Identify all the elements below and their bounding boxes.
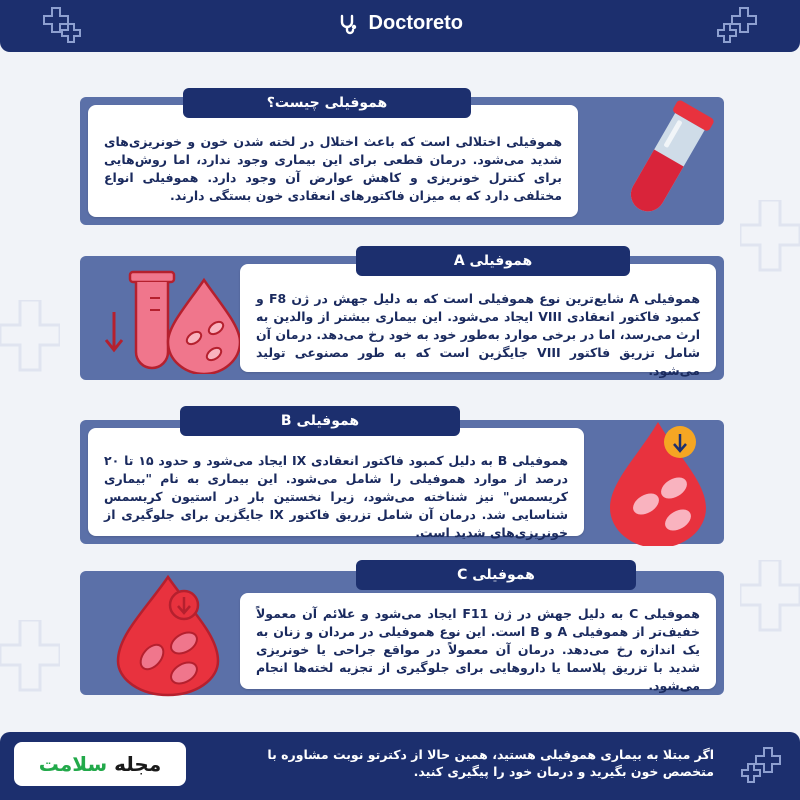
health-magazine-badge[interactable]	[14, 742, 186, 786]
section-title: هموفیلی C	[356, 560, 636, 590]
section-title: هموفیلی A	[356, 246, 630, 276]
blood-test-tube-icon	[586, 95, 726, 227]
stethoscope-icon	[337, 13, 359, 35]
section-title: هموفیلی B	[180, 406, 460, 436]
section-body: هموفیلی B به دلیل کمبود فاکتور انعقادی IX ایجاد می‌شود و حدود ۱۵ تا ۲۰ درصد از موارد هموفیلی را شامل می‌شود. این بیماری به نام "بیماری کریسمس" نیز شناخته می‌شود، زیرا نخستین بار در استیون کریسمس شناسایی شد. درمان آن شامل تزریق فاکتور IX جایگزین برای جلوگیری از خونریزی‌های شدید است.	[104, 453, 569, 540]
section-title: هموفیلی چیست؟	[183, 88, 471, 118]
blood-drop-cells-icon	[588, 412, 722, 546]
medical-cross-icon	[740, 560, 800, 640]
footer-cta-text: اگر مبتلا به بیماری هموفیلی هستید، همین حالا از دکترتو نوبت مشاوره با متخصص خون بگیرید و درمان خود را پیگیری کنید.	[267, 747, 714, 779]
section-body: هموفیلی اختلالی است که باعث اختلال در لخته شدن خون و خونریزی‌های شدید می‌شود. درمان قطعی برای این بیماری وجود ندارد، اما روش‌هایی برای کنترل خونریزی و کاهش عوارض آن وجود دارد. هموفیلی انواع مختلفی دارد که به میزان فاکتورهای انعقادی خون بستگی دارند.	[104, 134, 562, 203]
blood-drop-cells-icon	[100, 569, 238, 697]
medical-cross-icon	[740, 200, 800, 280]
badge-word-2: سلامت	[38, 752, 108, 776]
medical-cross-icon	[0, 300, 60, 380]
section-card	[240, 593, 716, 693]
medical-cross-icon	[0, 620, 60, 700]
brand-name: Doctoreto	[368, 12, 463, 34]
brand-logo[interactable]	[0, 12, 800, 35]
footer-bar	[0, 732, 800, 800]
blood-tube-and-drop-icon	[100, 262, 240, 374]
section-body: هموفیلی C به دلیل جهش در ژن F11 ایجاد می‌شود و علائم آن معمولاً خفیف‌تر از هموفیلی A و B است. این نوع هموفیلی در مردان و زنان به یک اندازه رخ می‌دهد. درمان آن معمولاً در مواقع جراحی یا خونریزی شدید با تزریق پلاسما یا داروهایی برای جلوگیری از تجزیه لخته‌ها انجام می‌شود.	[256, 606, 701, 693]
section-body: هموفیلی A شایع‌ترین نوع هموفیلی است که به دلیل جهش در ژن F8 و کمبود فاکتور انعقادی VIII ایجاد می‌شود. این بیماری بیشتر از والدین به ارث می‌رسد، اما در برخی موارد به‌طور خود به خود رخ می‌دهد. درمان آن شامل تزریق فاکتور VIII جایگزین است که به طور مصنوعی تولید می‌شود.	[256, 291, 700, 378]
badge-word-1: مجله	[114, 752, 162, 776]
section-card	[88, 105, 578, 217]
section-hemophilia-b	[80, 420, 724, 544]
header-bar	[0, 0, 800, 52]
medical-cross-icon	[740, 746, 784, 786]
section-card	[88, 428, 584, 540]
section-card	[240, 264, 716, 378]
